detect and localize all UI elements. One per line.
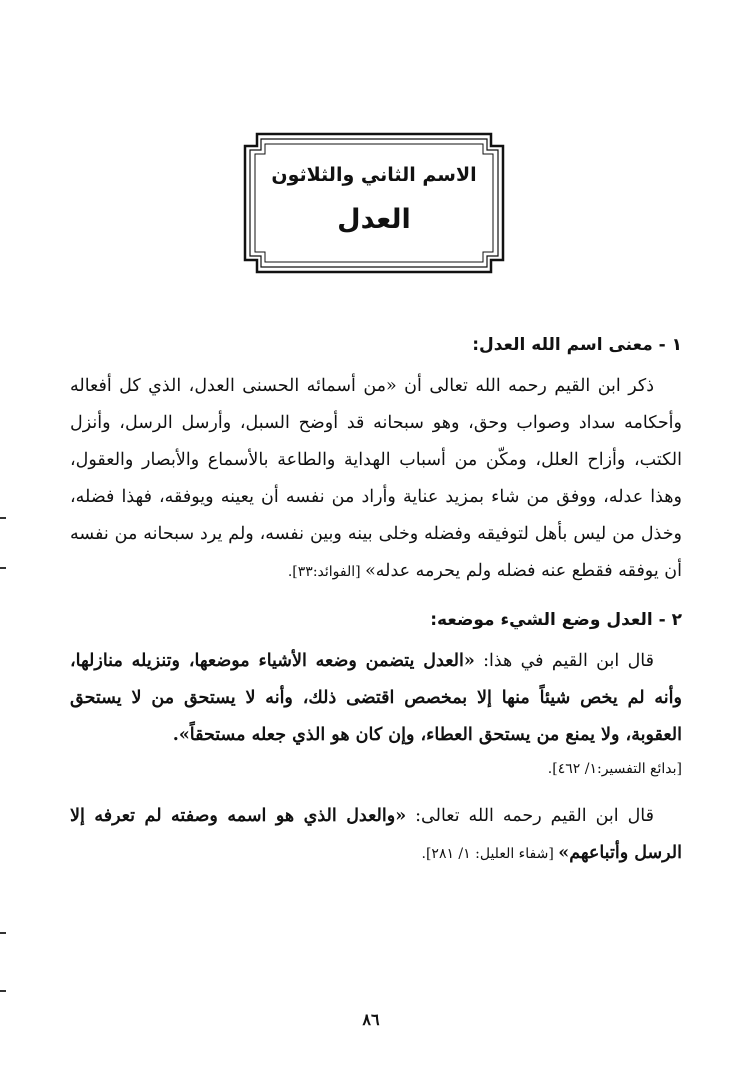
chapter-title-box xyxy=(243,132,505,274)
chapter-subtitle: الاسم الثاني والثلاثون xyxy=(271,164,477,186)
quotation: «والعدل الذي هو اسمه وصفته لم تعرفه إلا الرسل وأتباعهم» xyxy=(70,806,682,863)
quotation: «العدل يتضمن وضعه الأشياء موضعها، وتنزيله منازلها، وأنه لم يخص شيئاً منها إلا بمخصص اقتضى ذلك، وأنه لا يستحق من لا يستحق العقوبة، ولا يمنع من يستحق العطاء، وإن كان هو الذي جعله مستحقاً» xyxy=(70,651,682,745)
citation: [الفوائد:٣٣]. xyxy=(287,564,366,580)
ornamental-frame xyxy=(243,132,505,274)
quotation: «من أسمائه الحسنى العدل، الذي كل أفعاله وأحكامه سداد وصواب وحق، وهو سبحانه قد أوضح السبل، وأرسل الرسل، وأنزل الكتب، وأزاح العلل، ومكّن من أسباب الهداية والطاعة بالأسماع والأبصار والعقول، وهذا عدله، ووفق من شاء بمزيد عناية وأراد من نفسه أن يعينه ويوفقه، فهذا فضله، وخذل من ليس بأهل لتوفيقه وفضله وخلى بينه وبين نفسه، ولم يرد سبحانه من نفسه أن يوفقه فقطع عنه فضله ولم يحرمه عدله» xyxy=(70,376,682,581)
margin-tick xyxy=(0,932,6,934)
chapter-title: العدل xyxy=(337,204,411,235)
page-body xyxy=(70,330,682,873)
margin-tick xyxy=(0,567,6,569)
margin-tick xyxy=(0,517,6,519)
section-heading: ١ - معنى اسم الله العدل: xyxy=(472,335,682,355)
section-heading: ٢ - العدل وضع الشيء موضعه: xyxy=(430,610,682,630)
margin-tick xyxy=(0,990,6,992)
paragraph xyxy=(70,368,682,591)
paragraph-intro: قال ابن القيم رحمه الله تعالى: xyxy=(406,806,655,826)
page-number: ٨٦ xyxy=(362,1010,380,1029)
paragraph xyxy=(70,798,682,873)
citation: [بدائع التفسير:١/ ٤٦٢]. xyxy=(547,761,682,777)
paragraph-intro: ذكر ابن القيم رحمه الله تعالى أن xyxy=(396,376,654,396)
paragraph-end: . xyxy=(172,725,179,745)
paragraph-intro: قال ابن القيم في هذا: xyxy=(474,651,654,671)
paragraph xyxy=(70,643,682,754)
citation: [شفاء العليل: ١/ ٢٨١]. xyxy=(421,846,559,862)
